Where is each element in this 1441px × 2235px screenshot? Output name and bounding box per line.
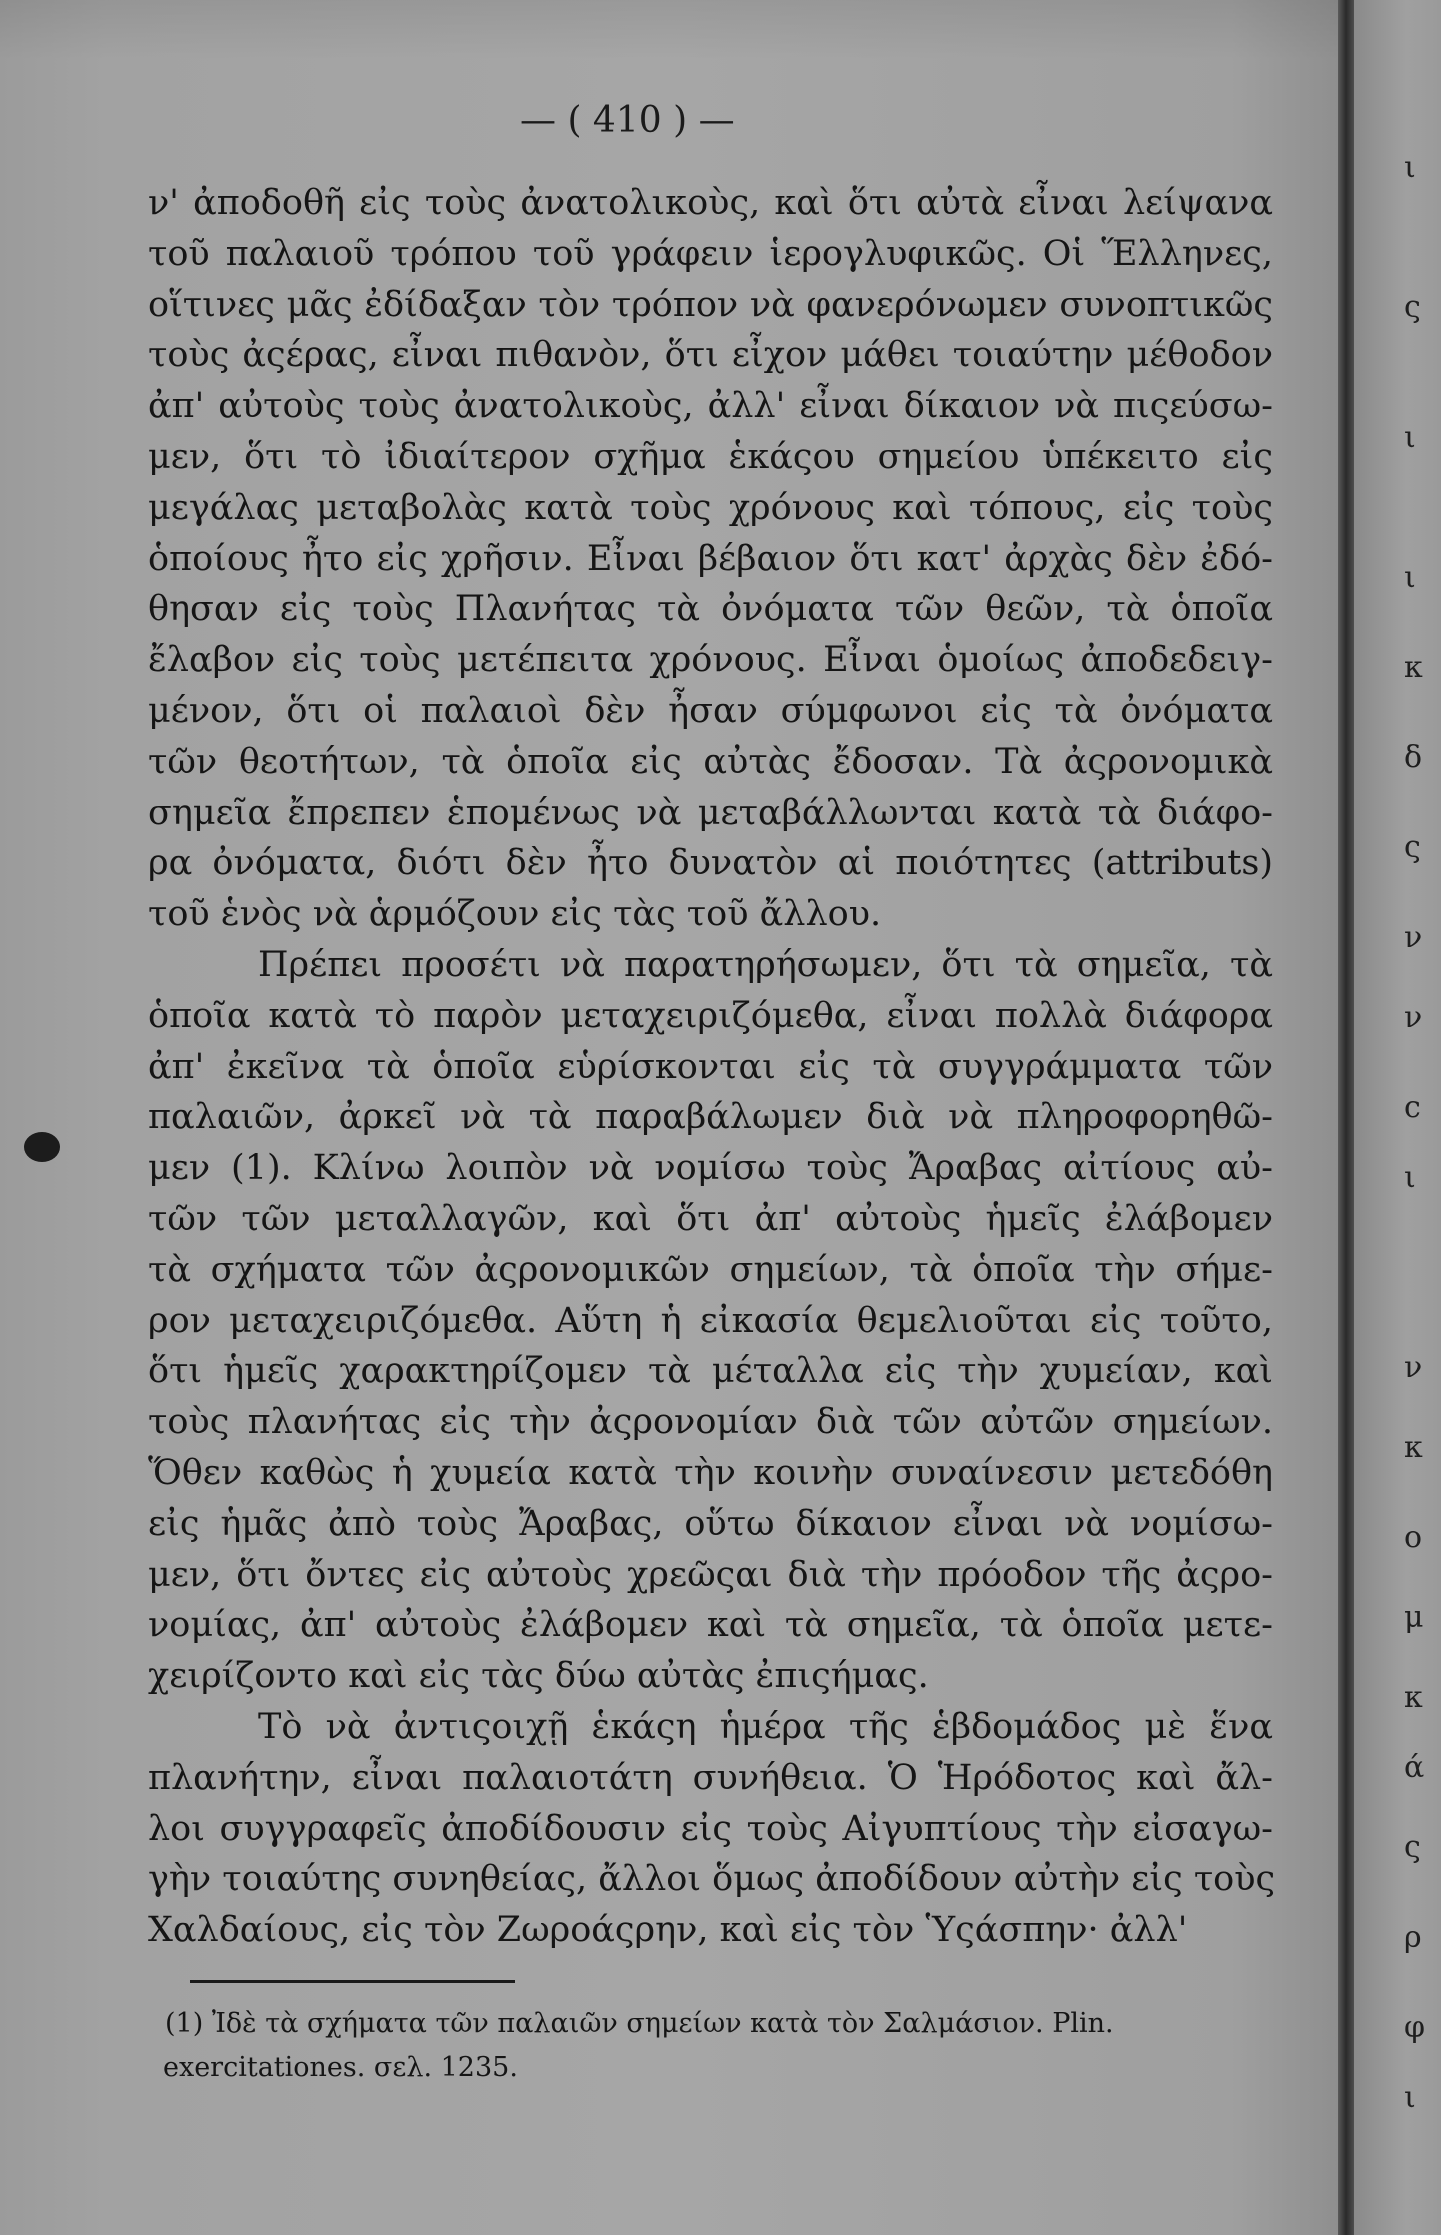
text-line: τοῦ παλαιοῦ τρόπου τοῦ γράφειν ἱερογλυφικῶς. Οἱ Ἕλληνες, (148, 233, 1273, 274)
facing-page-char: ν (1404, 1000, 1423, 1035)
text-line: γὴν τοιαύτης συνηθείας, ἄλλοι ὅμως ἀποδίδουν αὐτὴν εἰς τοὺς (148, 1859, 1276, 1900)
text-line: μεγάλας μεταβολὰς κατὰ τοὺς χρόνους καὶ τόπους, εἰς τοὺς (148, 487, 1273, 528)
text-line: ρον μεταχειριζόμεθα. Αὕτη ἡ εἰκασία θεμελιοῦται εἰς τοῦτο, (148, 1300, 1273, 1341)
text-line: παλαιῶν, ἀρκεῖ νὰ τὰ παραβάλωμεν διὰ νὰ πληροφορηθῶ- (148, 1097, 1273, 1138)
footnote-line-1: (1) Ἰδὲ τὰ σχήματα τῶν παλαιῶν σημείων κατὰ τὸν Σαλμάσιον. Plin. (165, 2008, 1114, 2039)
facing-page-char: δ (1404, 740, 1423, 775)
facing-page-char: ο (1404, 1520, 1423, 1555)
text-line: ἔλαβον εἰς τοὺς μετέπειτα χρόνους. Εἶναι ὁμοίως ἀποδεδειγ- (148, 640, 1273, 681)
text-line: ὁποῖα κατὰ τὸ παρὸν μεταχειριζόμεθα, εἶναι πολλὰ διάφορα (148, 995, 1273, 1036)
text-line: ν' ἀποδοθῆ εἰς τοὺς ἀνατολικοὺς, καὶ ὅτι αὐτὰ εἶναι λείψανα (148, 183, 1273, 223)
text-line: οἵτινες μᾶς ἐδίδαξαν τὸν τρόπον νὰ φανερόνωμεν συνοπτικῶς (148, 284, 1273, 325)
text-line: μένον, ὅτι οἱ παλαιοὶ δὲν ἦσαν σύμφωνοι εἰς τὰ ὀνόματα (148, 690, 1273, 731)
facing-page-char: ϲ (1404, 1090, 1421, 1125)
text-line: Πρέπει προσέτι νὰ παρατηρήσωμεν, ὅτι τὰ σημεῖα, τὰ (258, 944, 1273, 985)
text-line: λοι συγγραφεῖς ἀποδίδουσιν εἰς τοὺς Αἰγυπτίους τὴν εἰσαγω- (148, 1808, 1273, 1849)
text-line: ὁποίους ἦτο εἰς χρῆσιν. Εἶναι βέβαιον ὅτι κατ' ἀρχὰς δὲν ἐδό- (148, 538, 1273, 579)
facing-page-char: ά (1404, 1750, 1425, 1785)
text-line: τῶν θεοτήτων, τὰ ὁποῖα εἰς αὐτὰς ἔδοσαν. Τὰ ἀςρονομικὰ (148, 741, 1273, 782)
text-line: τοὺς πλανήτας εἰς τὴν ἀςρονομίαν διὰ τῶν αὐτῶν σημείων. (148, 1402, 1273, 1443)
text-line: Ὅθεν καθὼς ἡ χυμεία κατὰ τὴν κοινὴν συναίνεσιν μετεδόθη (148, 1452, 1273, 1493)
footnote-line-2: exercitationes. σελ. 1235. (163, 2052, 518, 2083)
page-number: — ( 410 ) — (520, 100, 735, 141)
text-line: ὅτι ἡμεῖς χαρακτηρίζομεν τὰ μέταλλα εἰς τὴν χυμείαν, καὶ (148, 1351, 1273, 1392)
facing-page-char: ι (1404, 2080, 1416, 2115)
body-text (148, 178, 1276, 1956)
facing-page-char: ι (1404, 1160, 1416, 1195)
facing-page-char: ς (1404, 1830, 1421, 1865)
text-line: νομίας, ἀπ' αὐτοὺς ἐλάβομεν καὶ τὰ σημεῖα, τὰ ὁποῖα μετε- (148, 1605, 1273, 1646)
facing-page-char: ν (1404, 920, 1423, 955)
text-line: ἀπ' αὐτοὺς τοὺς ἀνατολικοὺς, ἀλλ' εἶναι δίκαιον νὰ πιςεύσω- (148, 386, 1273, 427)
text-line: σημεῖα ἔπρεπεν ἑπομένως νὰ μεταβάλλωνται κατὰ τὰ διάφο- (148, 792, 1273, 833)
facing-page-char: κ (1404, 1680, 1423, 1715)
facing-page-char: ι (1404, 420, 1416, 455)
text-line: χειρίζοντο καὶ εἰς τὰς δύω αὐτὰς ἐπιςήμας. (148, 1656, 929, 1697)
facing-page-char: ι (1404, 150, 1416, 185)
text-line: ρα ὀνόματα, διότι δὲν ἦτο δυνατὸν αἱ ποιότητες (attributs) (148, 843, 1273, 884)
text-line: εἰς ἡμᾶς ἀπὸ τοὺς Ἄραβας, οὕτω δίκαιον εἶναι νὰ νομίσω- (148, 1503, 1273, 1544)
text-line: θησαν εἰς τοὺς Πλανήτας τὰ ὀνόματα τῶν θεῶν, τὰ ὁποῖα (148, 589, 1273, 630)
facing-page-char: φ (1404, 2010, 1426, 2045)
text-line: μεν, ὅτι ὄντες εἰς αὐτοὺς χρεῶςαι διὰ τὴν πρόοδον τῆς ἀςρο- (148, 1554, 1273, 1595)
text-line: μεν (1). Κλίνω λοιπὸν νὰ νομίσω τοὺς Ἄραβας αἰτίους αὐ- (148, 1148, 1273, 1189)
text-line: τοῦ ἑνὸς νὰ ἁρμόζουν εἰς τὰς τοῦ ἄλλου. (148, 894, 882, 935)
text-line: τῶν τῶν μεταλλαγῶν, καὶ ὅτι ἀπ' αὐτοὺς ἡμεῖς ἐλάβομεν (148, 1198, 1273, 1239)
facing-page-char: ς (1404, 830, 1421, 865)
facing-page-char: κ (1404, 650, 1423, 685)
page-shading (0, 0, 1338, 60)
facing-page-char: ς (1404, 290, 1421, 325)
text-line: πλανήτην, εἶναι παλαιοτάτη συνήθεια. Ὁ Ἡρόδοτος καὶ ἄλ- (148, 1757, 1273, 1798)
text-line: Τὸ νὰ ἀντιςοιχῇ ἑκάςη ἡμέρα τῆς ἑβδομάδος μὲ ἕνα (258, 1706, 1273, 1747)
ink-blot (24, 1132, 60, 1162)
facing-page-char: ν (1404, 1350, 1423, 1385)
book-gutter (1338, 0, 1354, 2235)
text-line: τὰ σχήματα τῶν ἀςρονομικῶν σημείων, τὰ ὁποῖα τὴν σήμε- (148, 1249, 1273, 1290)
facing-page-char: κ (1404, 1430, 1423, 1465)
footnote-rule (190, 1980, 515, 1983)
facing-page-edge (1354, 0, 1441, 2235)
text-line: Χαλδαίους, εἰς τὸν Ζωροάςρην, καὶ εἰς τὸν Ὑςάσπην· ἀλλ' (148, 1910, 1188, 1951)
facing-page-char: μ (1404, 1600, 1424, 1635)
facing-page-char: ρ (1404, 1920, 1422, 1955)
text-line: ἀπ' ἐκεῖνα τὰ ὁποῖα εὑρίσκονται εἰς τὰ συγγράμματα τῶν (148, 1046, 1273, 1087)
text-line: τοὺς ἀςέρας, εἶναι πιθανὸν, ὅτι εἶχον μάθει τοιαύτην μέθοδον (148, 335, 1273, 376)
footnote (165, 2002, 1275, 2090)
text-line: μεν, ὅτι τὸ ἰδιαίτερον σχῆμα ἑκάςου σημείου ὑπέκειτο εἰς (148, 436, 1273, 477)
facing-page-char: ι (1404, 560, 1416, 595)
